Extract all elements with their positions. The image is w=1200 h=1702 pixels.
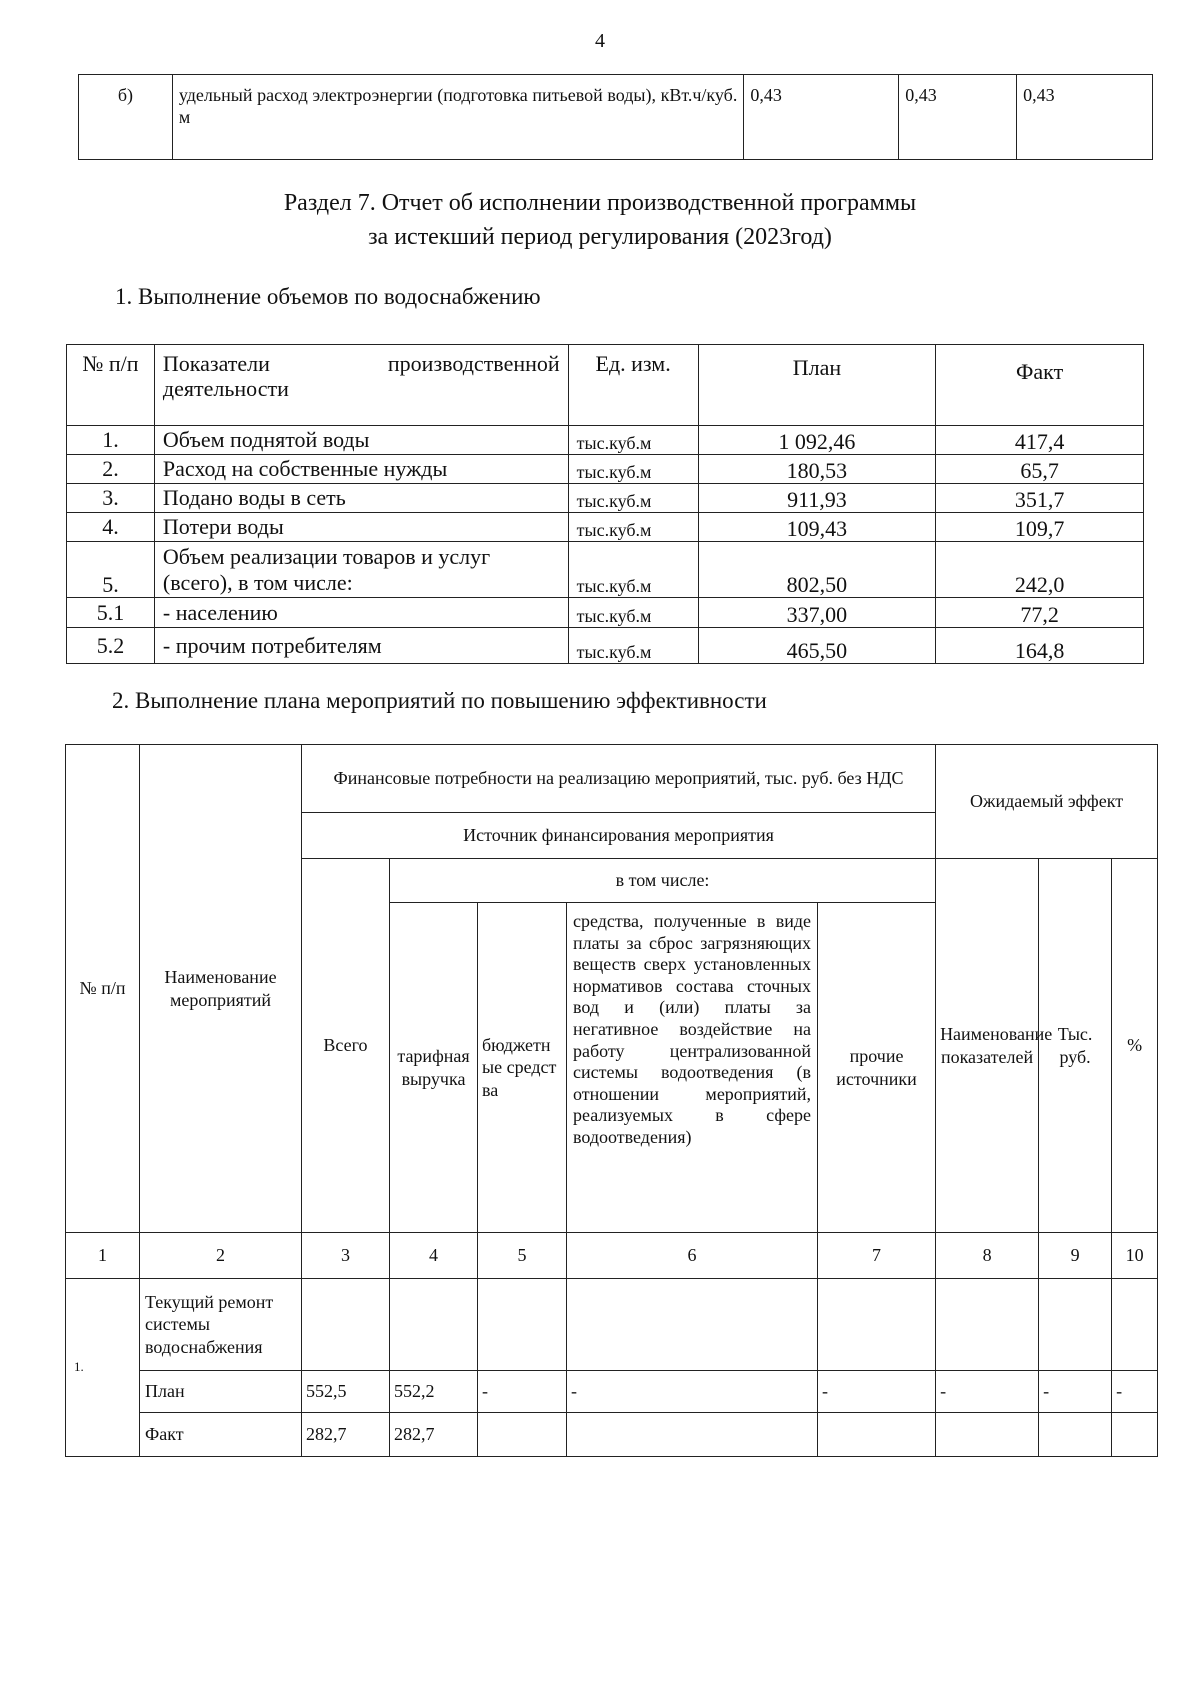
row-num: 4. [67, 513, 155, 542]
row-fact: 242,0 [936, 542, 1144, 598]
header-other: прочие источники [818, 903, 936, 1233]
column-number: 8 [936, 1233, 1039, 1279]
table-header-row [67, 345, 1144, 426]
row-name: - населению [154, 598, 568, 628]
header-tariff: тарифная выручка [390, 903, 478, 1233]
row-plan: 180,53 [698, 455, 936, 484]
row-unit: тыс.куб.м [568, 542, 698, 598]
indicators-table-fragment [78, 74, 1153, 160]
header-percent: % [1112, 859, 1158, 1233]
fact-cell [478, 1413, 567, 1457]
row-unit: тыс.куб.м [568, 513, 698, 542]
plan-cell: - [818, 1371, 936, 1413]
fact-cell [1039, 1413, 1112, 1457]
water-supply-volumes-table [66, 344, 1144, 664]
header-indicator-word: деятельности [162, 376, 289, 402]
row-fact: 77,2 [936, 598, 1144, 628]
header-budget: бюджетные средства [478, 903, 567, 1233]
column-number: 3 [302, 1233, 390, 1279]
row-plan: 337,00 [698, 598, 936, 628]
table-row [66, 1279, 1158, 1371]
fact-cell: 282,7 [390, 1413, 478, 1457]
column-number: 1 [66, 1233, 140, 1279]
row-unit: тыс.куб.м [568, 426, 698, 455]
plan-cell: - [936, 1371, 1039, 1413]
row-name: Потери воды [154, 513, 568, 542]
fact-cell [567, 1413, 818, 1457]
plan-cell: 552,2 [390, 1371, 478, 1413]
row-fact-label: Факт [140, 1413, 302, 1457]
header-indicator-word: Показатели [162, 351, 270, 376]
page-number: 4 [595, 30, 605, 52]
plan-cell: - [478, 1371, 567, 1413]
row-description: удельный расход электроэнергии (подготовка питьевой воды), кВт.ч/куб. м [172, 75, 743, 160]
row-fact: 351,7 [936, 484, 1144, 513]
value-cell: 0,43 [1017, 75, 1153, 160]
row-num: 2. [67, 455, 155, 484]
value-cell: 0,43 [899, 75, 1017, 160]
row-fact: 164,8 [936, 628, 1144, 664]
header-thousand-rub: Тыс. руб. [1039, 859, 1112, 1233]
row-name: Подано воды в сеть [154, 484, 568, 513]
header-name: Наименование мероприятий [140, 745, 302, 1233]
table-row [67, 426, 1144, 455]
column-number: 4 [390, 1233, 478, 1279]
table-row [67, 628, 1144, 664]
table-row [67, 542, 1144, 598]
fact-cell [936, 1413, 1039, 1457]
header-plan: План [698, 345, 936, 426]
header-indicator [154, 345, 568, 426]
row-plan: 802,50 [698, 542, 936, 598]
header-num: № п/п [66, 745, 140, 1233]
header-effect: Ожидаемый эффект [936, 745, 1158, 859]
row-fact: 417,4 [936, 426, 1144, 455]
row-unit: тыс.куб.м [568, 628, 698, 664]
row-label: б) [79, 75, 173, 160]
row-num: 5.2 [67, 628, 155, 664]
plan-cell: - [1112, 1371, 1158, 1413]
table-row [67, 484, 1144, 513]
row-plan: 1 092,46 [698, 426, 936, 455]
table-header-row [66, 745, 1158, 813]
fact-cell: 282,7 [302, 1413, 390, 1457]
table-row [79, 75, 1153, 160]
column-numbers-row [66, 1233, 1158, 1279]
section-title-line-2: за истекший период регулирования (2023год) [368, 224, 832, 250]
table-row [67, 598, 1144, 628]
column-number: 7 [818, 1233, 936, 1279]
row-name: Объем реализации товаров и услуг (всего), в том числе: [154, 542, 568, 598]
table-row [67, 455, 1144, 484]
row-unit: тыс.куб.м [568, 455, 698, 484]
header-finance: Финансовые потребности на реализацию мероприятий, тыс. руб. без НДС [302, 745, 936, 813]
section-title-line-1: Раздел 7. Отчет об исполнении производственной программы [283, 190, 917, 216]
row-fact: 65,7 [936, 455, 1144, 484]
plan-cell: - [1039, 1371, 1112, 1413]
row-name: Текущий ремонт системы водоснабжения [140, 1279, 302, 1371]
column-number: 10 [1112, 1233, 1158, 1279]
row-num: 1. [67, 426, 155, 455]
header-total: Всего [302, 859, 390, 1233]
row-plan: 911,93 [698, 484, 936, 513]
header-including: в том числе: [390, 859, 936, 903]
column-number: 5 [478, 1233, 567, 1279]
row-unit: тыс.куб.м [568, 598, 698, 628]
row-unit: тыс.куб.м [568, 484, 698, 513]
header-unit: Ед. изм. [568, 345, 698, 426]
row-plan: 465,50 [698, 628, 936, 664]
subsection-2-heading: 2. Выполнение плана мероприятий по повышению эффективности [112, 688, 767, 713]
plan-cell: 552,5 [302, 1371, 390, 1413]
row-name: Объем поднятой воды [154, 426, 568, 455]
header-indicator-word: производственной [387, 351, 560, 376]
table-row-fact [66, 1413, 1158, 1457]
column-number: 2 [140, 1233, 302, 1279]
row-name: Расход на собственные нужды [154, 455, 568, 484]
column-number: 9 [1039, 1233, 1112, 1279]
row-num: 1. [66, 1279, 140, 1457]
value-cell: 0,43 [744, 75, 899, 160]
efficiency-measures-table [65, 744, 1158, 1457]
row-plan-label: План [140, 1371, 302, 1413]
fact-cell [1112, 1413, 1158, 1457]
row-plan: 109,43 [698, 513, 936, 542]
header-indicator-name: Наименование показателей [936, 859, 1039, 1233]
header-fees: средства, полученные в виде платы за сброс загрязняющих веществ сверх установленных нормативов состава сточных вод и (или) платы за негативное воздействие на работу централизованной системы водоотведения (в отношении мероприятий, реализуемых в сфере водоотведения) [567, 903, 818, 1233]
row-num: 5. [67, 542, 155, 598]
header-fact: Факт [936, 345, 1144, 426]
header-source: Источник финансирования мероприятия [302, 813, 936, 859]
row-name: - прочим потребителям [154, 628, 568, 664]
row-num: 3. [67, 484, 155, 513]
header-num: № п/п [67, 345, 155, 426]
column-number: 6 [567, 1233, 818, 1279]
plan-cell: - [567, 1371, 818, 1413]
table-row-plan [66, 1371, 1158, 1413]
row-fact: 109,7 [936, 513, 1144, 542]
row-num: 5.1 [67, 598, 155, 628]
fact-cell [818, 1413, 936, 1457]
table-row [67, 513, 1144, 542]
subsection-1-heading: 1. Выполнение объемов по водоснабжению [115, 284, 541, 309]
